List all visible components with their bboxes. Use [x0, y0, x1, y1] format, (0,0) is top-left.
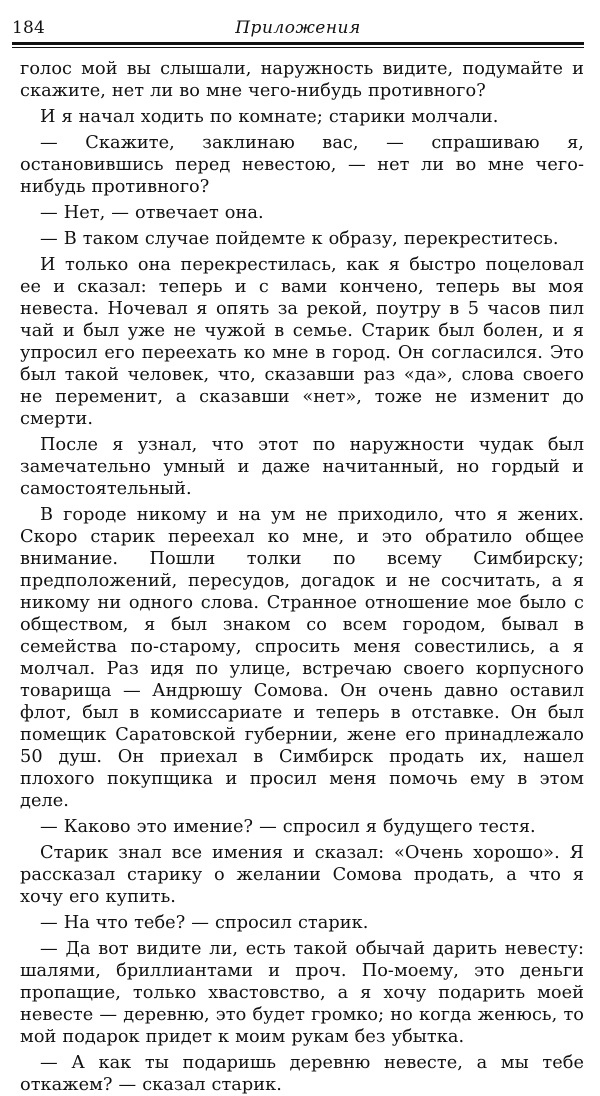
header-rule-thin	[12, 47, 584, 48]
page-number: 184	[12, 18, 46, 38]
paragraph: — Скажите, заклинаю вас, — спрашиваю я, остановившись перед невестою, — нет ли во мне чего-нибудь противного?	[20, 133, 584, 197]
paragraph: — Каково это имение? — спросил я будущего тестя.	[40, 817, 536, 837]
paragraph: И только она перекрестилась, как я быстро поцеловал ее и сказал: теперь и с вами кончено, теперь вы моя невеста. Ночевал я опять за рекой, поутру в 5 часов пил чай и был уже не чужой в семье. Старик был болен, и я упросил его переехать ко мне в город. Он согласился. Это был такой человек, что, сказавши раз «да», слова своего не переменит, а сказавши «нет», тоже не изменит до смерти.	[20, 255, 584, 429]
paragraph: — Нет, — отвечает она.	[40, 203, 264, 223]
paragraph: После я узнал, что этот по наружности чудак был замечательно умный и даже начитанный, но гордый и самостоятельный.	[20, 435, 584, 499]
running-title: Приложения	[235, 18, 361, 38]
paragraph: — На что тебе? — спросил старик.	[40, 913, 369, 933]
paragraph: голос мой вы слышали, наружность видите, подумайте и скажите, нет ли во мне чего-нибудь противного?	[20, 59, 584, 101]
paragraph: И я начал ходить по комнате; старики молчали.	[40, 107, 499, 127]
paragraph: — А как ты подаришь деревню невесте, а мы тебе откажем? — сказал старик.	[20, 1053, 584, 1095]
paragraph: Старик знал все имения и сказал: «Очень хорошо». Я рассказал старику о желании Сомова продать, а что я хочу его купить.	[20, 843, 584, 907]
paragraph: — В таком случае пойдемте к образу, перекреститесь.	[40, 229, 559, 249]
paragraph: — Да вот видите ли, есть такой обычай дарить невесту: шалями, бриллиантами и проч. По-моему, это деньги пропащие, только хвастовство, а я хочу подарить моей невесте — деревню, это будет громко; но когда женюсь, то мой подарок придет к моим рукам без убытка.	[20, 939, 584, 1047]
page-header	[12, 17, 584, 39]
paragraph: В городе никому и на ум не приходило, что я жених. Скоро старик переехал ко мне, и это обратило общее внимание. Пошли толки по всему Симбирску; предположений, пересудов, догадок и не сосчитать, а я никому ни одного слова. Странное отношение мое было с обществом, я был знаком со всем городом, бывал в семейства по-старому, спросить меня совестились, а я молчал. Раз идя по улице, встречаю своего корпусного товарища — Андрюшу Сомова. Он очень давно оставил флот, был в комиссариате и теперь в отставке. Он был помещик Саратовской губернии, жене его принадлежало 50 душ. Он приехал в Симбирск продать их, нашел плохого покупщика и просил меня помочь ему в этом деле.	[20, 505, 584, 811]
body-text	[20, 58, 584, 1096]
header-rule-thick	[12, 42, 584, 45]
